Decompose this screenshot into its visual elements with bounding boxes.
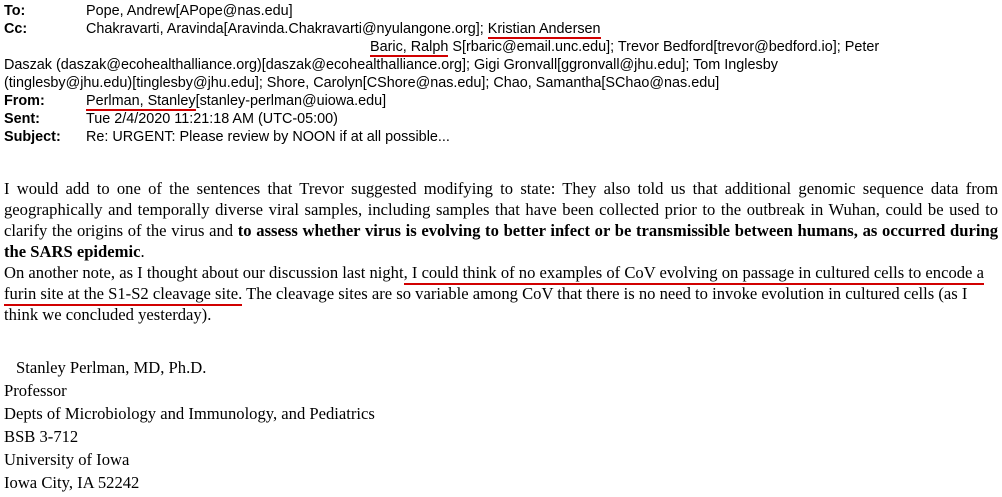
para1-end: . (140, 242, 145, 261)
cc-row-2 (4, 38, 998, 56)
para2-end: The cleavage sites are so variable among CoV that there is no need to invoke evolution in cultured cells (as I think we concluded yesterday). (4, 284, 968, 324)
to-label: To: (4, 3, 26, 19)
para1-text: I would add to one of the sentences that Trevor suggested modifying to state: They also told us that additional genomic sequence data from geographically and temporally diverse viral samples, including samples that have been collected prior to the outbreak in Wuhan, could be used to clarify the origins of the virus and (4, 179, 998, 240)
cc-row-3 (4, 56, 998, 74)
signature-university: University of Iowa (4, 450, 130, 469)
cc-underlined-baric: Baric, Ralph (370, 39, 449, 55)
signature-name: Stanley Perlman, MD, Ph.D. (16, 358, 207, 377)
subject-row (4, 128, 998, 146)
signature-room: BSB 3-712 (4, 427, 79, 446)
cc-line-1-text: Chakravarti, Aravinda[Aravinda.Chakravarti@nyulangone.org]; (86, 21, 488, 37)
cc-line-2-text: S[rbaric@email.unc.edu]; Trevor Bedford[trevor@bedford.io]; Peter (448, 39, 880, 55)
cc-line-1 (86, 20, 601, 38)
cc-line-2 (370, 38, 879, 56)
to-row (4, 2, 998, 20)
para2-underlined-text: , I could think of no examples of CoV evolving on passage in cultured cells to encode a furin site at the S1-S2 cleavage site. (4, 263, 984, 306)
signature-title: Professor (4, 381, 67, 400)
cc-underlined-andersen: Kristian Andersen (487, 21, 601, 37)
signature-dept: Depts of Microbiology and Immunology, and Pediatrics (4, 404, 375, 423)
para1-bold-text: to assess whether virus is evolving to better infect or be transmissible between humans, as occurred during the SARS epidemic (4, 221, 998, 261)
email-body (4, 178, 998, 325)
cc-label: Cc: (4, 21, 28, 37)
signature-city: Iowa City, IA 52242 (4, 473, 140, 492)
para2-start: On another note, as I thought about our discussion last night (4, 263, 404, 282)
cc-line-3-text: Daszak (daszak@ecohealthalliance.org)[daszak@ecohealthalliance.org]; Gigi Gronvall[ggronvall@jhu.edu]; Tom Inglesby (4, 57, 778, 73)
signature-block (4, 356, 375, 494)
cc-line-4-text: (tinglesby@jhu.edu)[tinglesby@jhu.edu]; Shore, Carolyn[CShore@nas.edu]; Chao, Samantha[SChao@nas.edu] (4, 75, 720, 91)
from-email: [stanley-perlman@uiowa.edu] (195, 93, 387, 109)
from-underlined-perlman: Perlman, Stanley (86, 93, 196, 109)
subject-label: Subject: (4, 129, 61, 145)
from-label: From: (4, 93, 45, 109)
from-value (86, 92, 386, 110)
cc-row-4 (4, 74, 998, 92)
from-row (4, 92, 998, 110)
sent-label: Sent: (4, 111, 40, 127)
sent-value: Tue 2/4/2020 11:21:18 AM (UTC-05:00) (86, 111, 338, 127)
sent-row (4, 110, 998, 128)
cc-row (4, 20, 998, 38)
subject-value: Re: URGENT: Please review by NOON if at all possible... (86, 129, 450, 145)
body-paragraph-2 (4, 262, 998, 325)
email-header (4, 2, 998, 146)
to-value: Pope, Andrew[APope@nas.edu] (86, 3, 293, 19)
body-paragraph-1 (4, 178, 998, 262)
